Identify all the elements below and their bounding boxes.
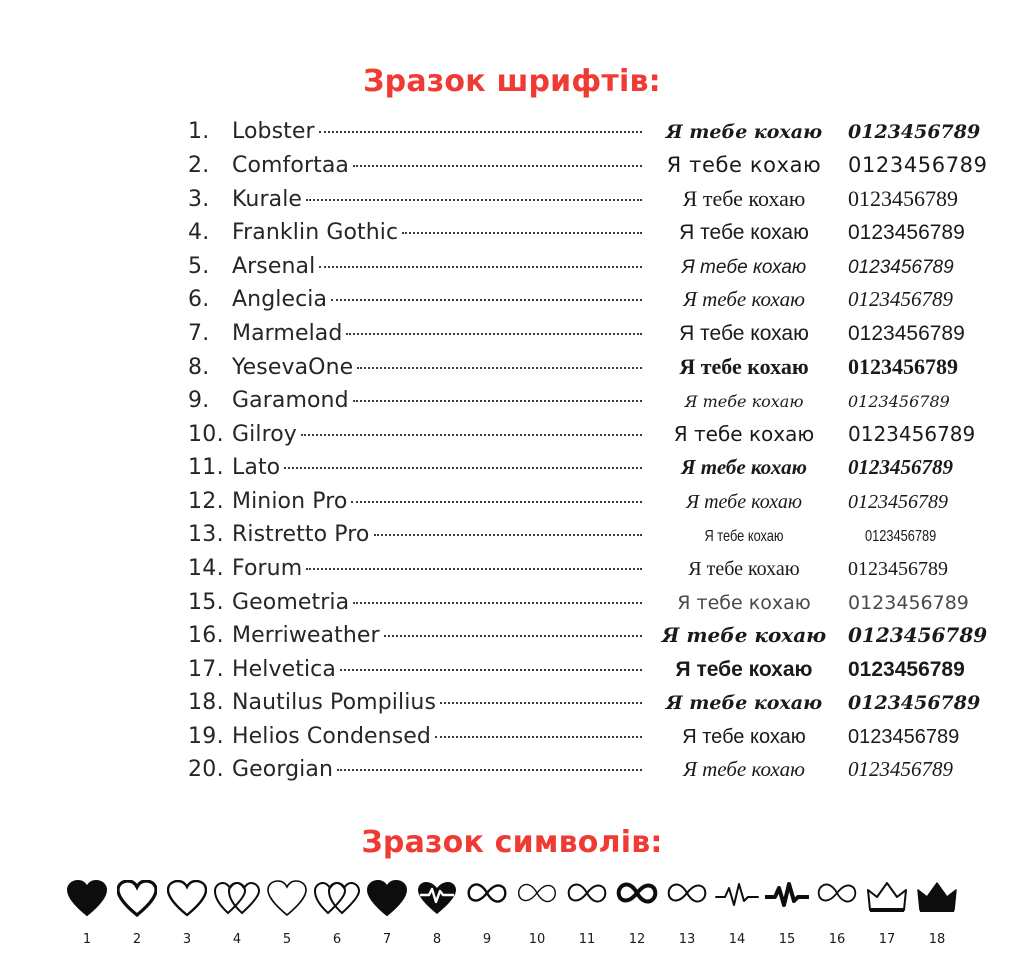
font-row-sample-digits: 0123456789 — [848, 220, 965, 244]
font-row-number: 20. — [188, 757, 224, 783]
symbol-cell — [362, 880, 412, 947]
symbol-cell — [462, 880, 512, 947]
font-row-number: 6. — [188, 287, 210, 313]
font-row-leader-dots — [340, 669, 642, 671]
font-row — [0, 623, 1024, 657]
infinity-outline-wide-icon — [662, 880, 712, 926]
font-specimen-page — [0, 20, 1024, 962]
font-row-sample-text: Я тебе кохаю — [673, 421, 815, 446]
font-row-sample-digits: 0123456789 — [848, 490, 948, 513]
font-row-name: Anglecia — [232, 287, 328, 313]
font-row-name: Minion Pro — [232, 488, 348, 514]
font-row-name: Geometria — [232, 589, 350, 615]
font-row-number: 17. — [188, 656, 224, 682]
symbol-number: 13 — [678, 932, 696, 948]
symbol-cell — [662, 880, 712, 947]
symbol-number: 2 — [132, 932, 142, 948]
font-row-sample-text: Я тебе кохаю — [682, 186, 806, 212]
font-row — [0, 254, 1024, 288]
infinity-bold-icon — [612, 880, 662, 926]
heart-filled-small-icon — [362, 880, 412, 926]
symbol-cell — [112, 880, 162, 947]
font-row-sample-digits: 0123456789 — [848, 657, 965, 681]
font-row-number: 11. — [188, 455, 224, 481]
font-row-name: Lato — [232, 455, 281, 481]
fonts-section-title: Зразок шрифтів: — [363, 64, 661, 100]
font-row-sample-digits: 0123456789 — [848, 186, 958, 212]
font-row-number: 3. — [188, 187, 210, 213]
symbol-cell — [212, 880, 262, 947]
font-row — [0, 657, 1024, 691]
symbol-number: 8 — [432, 932, 442, 948]
font-row-sample-text: Я тебе кохаю — [661, 623, 827, 648]
font-row-sample-digits: 0123456789 — [848, 455, 953, 480]
infinity-script-icon — [562, 880, 612, 926]
font-row-name: Ristretto Pro — [232, 522, 370, 548]
font-row-leader-dots — [331, 299, 642, 301]
font-row-sample-text: Я тебе кохаю — [681, 256, 807, 278]
font-row-leader-dots — [353, 400, 642, 402]
font-row — [0, 489, 1024, 523]
font-row-sample-digits: 0123456789 — [848, 692, 981, 715]
infinity-thin-icon — [512, 880, 562, 926]
symbol-cell — [612, 880, 662, 947]
font-row-number: 7. — [188, 320, 210, 346]
font-row-name: Franklin Gothic — [232, 219, 399, 245]
font-row-leader-dots — [337, 769, 642, 771]
font-row-leader-dots — [301, 434, 642, 436]
font-row — [0, 186, 1024, 220]
font-row — [0, 388, 1024, 422]
font-row-sample-text: Я тебе кохаю — [704, 528, 784, 546]
font-row-leader-dots — [306, 568, 642, 570]
font-row-sample-text: Я тебе кохаю — [683, 757, 805, 782]
crown-outline-icon — [862, 880, 912, 926]
font-row-sample-digits: 0123456789 — [848, 256, 954, 278]
heart-outline-icon — [162, 880, 212, 926]
font-row-number: 10. — [188, 421, 224, 447]
font-row-number: 15. — [188, 589, 224, 615]
font-row-number: 4. — [188, 219, 210, 245]
font-row-number: 8. — [188, 355, 210, 381]
font-row-sample-digits: 0123456789 — [848, 591, 969, 614]
font-row-sample-digits: 0123456789 — [848, 152, 988, 177]
symbol-cell — [762, 880, 812, 947]
font-row-sample-digits: 0123456789 — [848, 623, 988, 648]
infinity-outline-icon — [462, 880, 512, 926]
font-row-name: Gilroy — [232, 421, 297, 447]
font-row-sample-digits: 0123456789 — [848, 725, 960, 748]
font-row-name: YesevaOne — [232, 355, 354, 381]
font-row-name: Garamond — [232, 387, 349, 413]
heart-brush-outline-icon — [112, 880, 162, 926]
font-row-sample-text: Я тебе кохаю — [688, 557, 800, 580]
font-row — [0, 220, 1024, 254]
font-row-sample-digits: 0123456789 — [848, 321, 965, 345]
font-row-number: 13. — [188, 522, 224, 548]
font-row-sample-text: Я тебе кохаю — [665, 121, 823, 144]
font-row-name: Helios Condensed — [232, 723, 431, 749]
symbol-number: 1 — [82, 932, 92, 948]
font-row-number: 18. — [188, 690, 224, 716]
symbol-cell — [562, 880, 612, 947]
symbol-cell — [912, 880, 962, 947]
symbol-number: 11 — [578, 932, 596, 948]
symbols-section-title: Зразок символів: — [361, 825, 663, 861]
font-row — [0, 556, 1024, 590]
font-row-sample-text: Я тебе кохаю — [679, 220, 809, 244]
font-row-sample-digits: 0123456789 — [865, 528, 937, 546]
font-row-sample-text: Я тебе кохаю — [685, 490, 803, 513]
font-row — [0, 153, 1024, 187]
font-row-sample-text: Я тебе кохаю — [665, 692, 823, 715]
infinity-love-script-icon — [812, 880, 862, 926]
font-row-name: Marmelad — [232, 320, 343, 346]
font-row-number: 1. — [188, 119, 210, 145]
heartbeat-line-bold-icon — [762, 880, 812, 926]
symbols-strip — [0, 880, 1024, 947]
font-row-sample-digits: 0123456789 — [848, 287, 953, 312]
font-row-leader-dots — [319, 266, 642, 268]
font-row — [0, 724, 1024, 758]
symbol-cell — [712, 880, 762, 947]
symbol-cell — [412, 880, 462, 947]
font-row-number: 14. — [188, 555, 224, 581]
symbol-number: 12 — [628, 932, 646, 948]
font-list — [0, 119, 1024, 791]
font-row-sample-text: Я тебе кохаю — [679, 354, 809, 380]
font-row — [0, 590, 1024, 624]
font-row-sample-text: Я тебе кохаю — [682, 725, 806, 748]
crown-filled-icon — [912, 880, 962, 926]
font-row-leader-dots — [374, 534, 643, 536]
symbol-cell — [812, 880, 862, 947]
font-row — [0, 354, 1024, 388]
font-row-leader-dots — [284, 467, 642, 469]
symbol-number: 14 — [728, 932, 746, 948]
font-row-sample-digits: 0123456789 — [848, 421, 976, 446]
symbol-number: 17 — [878, 932, 896, 948]
symbol-cell — [62, 880, 112, 947]
symbol-number: 10 — [528, 932, 546, 948]
symbol-number: 16 — [828, 932, 846, 948]
symbol-number: 18 — [928, 932, 946, 948]
symbol-cell — [512, 880, 562, 947]
font-row-number: 16. — [188, 623, 224, 649]
font-row-sample-digits: 0123456789 — [848, 757, 953, 782]
font-row-leader-dots — [351, 501, 642, 503]
font-row — [0, 119, 1024, 153]
symbol-number: 3 — [182, 932, 192, 948]
font-row-sample-digits: 0123456789 — [848, 121, 981, 144]
font-row — [0, 321, 1024, 355]
symbol-cell — [262, 880, 312, 947]
font-row — [0, 455, 1024, 489]
symbol-cell — [162, 880, 212, 947]
font-row-sample-text: Я тебе кохаю — [683, 287, 805, 312]
font-row-sample-digits: 0123456789 — [848, 557, 948, 580]
font-row-leader-dots — [306, 199, 642, 201]
symbol-number: 5 — [282, 932, 292, 948]
font-row-leader-dots — [440, 702, 642, 704]
font-row-name: Kurale — [232, 187, 303, 213]
font-row-name: Merriweather — [232, 623, 380, 649]
font-row-number: 2. — [188, 152, 210, 178]
font-row-number: 12. — [188, 488, 224, 514]
font-row-sample-text: Я тебе кохаю — [684, 391, 804, 411]
font-row-sample-digits: 0123456789 — [848, 391, 950, 411]
double-heart-overlap-icon — [312, 880, 362, 926]
heart-filled-icon — [62, 880, 112, 926]
symbol-cell — [862, 880, 912, 947]
font-row-number: 9. — [188, 387, 210, 413]
font-row-name: Forum — [232, 555, 303, 581]
symbol-number: 7 — [382, 932, 392, 948]
font-row-sample-digits: 0123456789 — [848, 354, 958, 380]
font-row — [0, 522, 1024, 556]
font-row-name: Lobster — [232, 119, 315, 145]
font-row-leader-dots — [435, 736, 642, 738]
double-heart-outline-icon — [212, 880, 262, 926]
heartbeat-line-icon — [712, 880, 762, 926]
symbol-number: 4 — [232, 932, 242, 948]
symbol-cell — [312, 880, 362, 947]
heartbeat-heart-icon — [412, 880, 462, 926]
symbol-number: 9 — [482, 932, 492, 948]
font-row-name: Nautilus Pompilius — [232, 690, 437, 716]
symbol-number: 6 — [332, 932, 342, 948]
font-row-leader-dots — [353, 165, 642, 167]
font-row-leader-dots — [357, 367, 642, 369]
font-row-sample-text: Я тебе кохаю — [666, 152, 822, 177]
font-row-leader-dots — [402, 232, 642, 234]
font-row-leader-dots — [346, 333, 642, 335]
font-row-name: Comfortaa — [232, 152, 349, 178]
font-row-leader-dots — [319, 131, 642, 133]
font-row-sample-text: Я тебе кохаю — [679, 321, 809, 345]
font-row-leader-dots — [384, 635, 642, 637]
font-row-number: 19. — [188, 723, 224, 749]
font-row-sample-text: Я тебе кохаю — [677, 591, 811, 614]
font-row-name: Helvetica — [232, 656, 336, 682]
font-row-number: 5. — [188, 253, 210, 279]
font-row — [0, 422, 1024, 456]
font-row-sample-text: Я тебе кохаю — [675, 657, 813, 681]
symbol-number: 15 — [778, 932, 796, 948]
font-row — [0, 287, 1024, 321]
font-row — [0, 690, 1024, 724]
font-row-leader-dots — [353, 602, 642, 604]
font-row-name: Arsenal — [232, 253, 316, 279]
font-row — [0, 757, 1024, 791]
heart-outline-thin-icon — [262, 880, 312, 926]
font-row-sample-text: Я тебе кохаю — [681, 455, 807, 480]
font-row-name: Georgian — [232, 757, 334, 783]
